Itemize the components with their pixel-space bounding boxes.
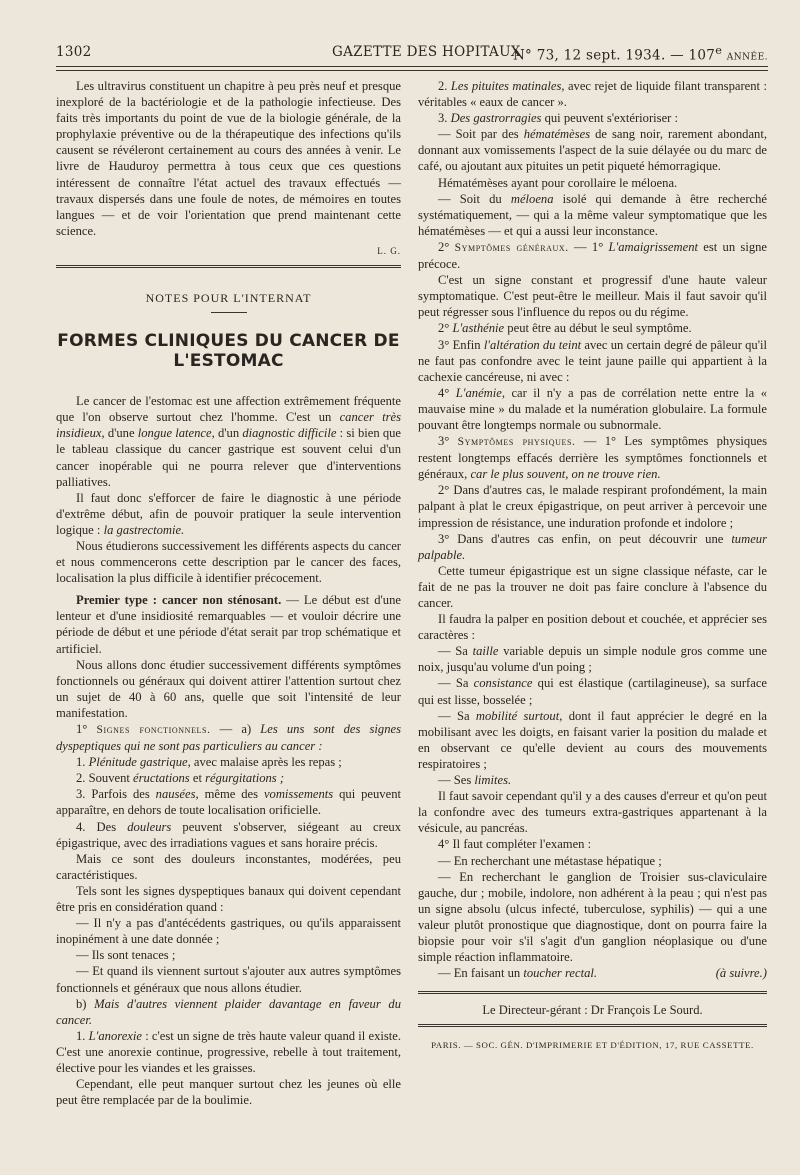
text-run: 3° Dans d'autres cas enfin, on peut découvrir une <box>438 531 732 546</box>
italic-run: Les pituites matinales <box>450 79 562 93</box>
paragraph <box>56 721 401 754</box>
paragraph: — Ils sont tenaces ; <box>76 948 176 963</box>
italic-run: tumeur palpable. <box>418 531 767 562</box>
paragraph: 2° Dans d'autres cas, le malade respirant profondément, la main palpant à plat le creux épigastrique, on peut arriver à percevoir une impression de résistance, une induration profonde et indolore ; <box>418 483 767 530</box>
paragraph <box>418 772 767 788</box>
text-run: — En faisant un <box>438 966 524 981</box>
italic-run: régurgitations ; <box>205 771 285 786</box>
italic-run: L'anorexie <box>88 1028 142 1043</box>
paragraph <box>418 708 767 772</box>
paragraph <box>418 675 767 707</box>
text-run: peut être au début le seul symptôme. <box>504 321 692 336</box>
italic-run: Les uns sont des signes dyspeptiques qui ne sont pas particuliers au cancer : <box>56 722 401 754</box>
smallcaps-run: Signes fonctionnels. <box>96 724 211 736</box>
paragraph: Cette tumeur épigastrique est un signe classique néfaste, car le fait de ne pas la trouver ne doit pas faire conclure à l'absence du cancer. <box>418 563 767 610</box>
text-run: : c'est un signe de très haute valeur quand il existe. C'est une anorexie continue, progressive, rebelle à tout traitement, élective pour les viandes et les graisses. <box>56 1028 402 1075</box>
italic-run: L'anémie <box>455 385 502 400</box>
italic-run: mobilité surtout <box>475 708 560 723</box>
italic-run: douleurs <box>127 819 172 834</box>
italic-run: cancer très insidieux <box>56 410 401 441</box>
paragraph <box>56 490 401 538</box>
text-run: 4° <box>438 385 456 400</box>
paragraph <box>418 126 767 174</box>
paragraph <box>418 78 767 110</box>
text-run: 2. <box>438 79 451 93</box>
text-run: — Sa <box>438 708 476 723</box>
running-header <box>56 44 768 66</box>
header-rule-bottom <box>56 70 768 71</box>
paragraph <box>56 1028 401 1076</box>
right-column <box>418 78 767 1053</box>
smallcaps-run: Symptômes physiques. <box>457 436 576 449</box>
paragraph <box>418 965 767 981</box>
text-run: : si bien que le tableau classique du cancer gastrique est souvent celui d'un cancer inopérable qui ne pourra relever que d'interventions palliatives. <box>56 426 401 489</box>
text-run: variable depuis un simple nodule gros comme une noix, jusqu'au volume d'un poing ; <box>418 644 768 675</box>
review-paragraph: Les ultravirus constituent un chapitre à peu près neuf et presque inexploré de la bactériologie et de la pathologie infectieuse. Des faits très importants du point de vue de la biologie générale, de la prophylaxie préventive ou de la thérapeutique des infections qu'ils causent se révéleront certainement au cours des années à venir. Le livre de Hauduroy permettra à tous ceux que ces questions intéressent de connaître l'état actuel des travaux effectués — travaux dispersés dans une foule de notes, de mémoires en toutes langues — et de voir l'orientation que prend maintenant cette science. <box>56 79 401 238</box>
paragraph: Il faut savoir cependant qu'il y a des causes d'erreur et qu'on peut la confondre avec des tumeurs extra-gastriques appartenant à la vésicule, au pancréas. <box>418 789 767 836</box>
text-run: qui peuvent apparaître, en dehors de toute localisation orificielle. <box>56 787 401 818</box>
text-run: b) <box>76 996 95 1011</box>
italic-run: consistance <box>473 676 533 691</box>
italic-run: vomissements <box>263 787 334 802</box>
list-item: 1. Plénitude gastrique, avec malaise après les repas ; <box>76 755 342 770</box>
italic-run: car le plus souvent, on ne trouve rien. <box>470 467 661 482</box>
paragraph: Mais ce sont des douleurs inconstantes, modérées, peu caractéristiques. <box>56 851 401 882</box>
italic-run: taille <box>472 644 499 659</box>
italic-run: diagnostic difficile <box>242 426 337 441</box>
text-run: , d'un <box>211 426 243 441</box>
issue-year-word: ANNÉE. <box>726 52 768 63</box>
italic-run: longue latence <box>137 426 212 441</box>
journal-title: GAZETTE DES HOPITAUX <box>332 44 521 60</box>
paragraph <box>56 996 401 1028</box>
text-run: , avec malaise après les repas ; <box>187 755 342 770</box>
printer-rule <box>418 1024 767 1027</box>
left-column <box>56 78 401 1108</box>
issue-text: N° 73, 12 sept. 1934. — 107 <box>512 47 716 64</box>
text-run: peuvent s'observer, siégeant au creux épigastrique, avec des irradiations vagues et sans horaire précis. <box>56 819 402 850</box>
footer-rule <box>418 991 767 994</box>
review-signature: L. G. <box>377 245 401 256</box>
paragraph: Cependant, elle peut manquer surtout chez les jeunes où elle peut être remplacée par de la boulimie. <box>56 1077 401 1108</box>
printer-line: PARIS. — SOC. GÉN. D'IMPRIMERIE ET D'ÉDITION, 17, RUE CASSETTE. <box>431 1040 754 1051</box>
paragraph <box>418 531 767 563</box>
smallcaps-run: Symptômes généraux. <box>454 241 569 254</box>
text-run: 3. Parfois des <box>76 787 156 802</box>
text-run: , avec rejet de liquide filant transparent : véritables « eaux de cancer ». <box>418 79 767 110</box>
bold-run: Premier type : cancer non sténosant. <box>76 593 282 608</box>
paragraph <box>56 393 401 490</box>
paragraph <box>418 191 767 239</box>
paragraph <box>418 110 767 126</box>
article-title: FORMES CLINIQUES DU CANCER DE L'ESTOMAC <box>57 331 400 372</box>
italic-run: Plénitude gastrique <box>88 755 188 770</box>
italic-run: L'amaigrissement <box>608 239 698 254</box>
text-run: et <box>189 771 206 786</box>
text-run: — 1° Les symptômes physiques restent longtemps effacés derrière les symptômes fonctionnels et généraux, <box>418 434 767 482</box>
text-run: — Sa <box>438 676 474 691</box>
text-run: 1. <box>76 1028 89 1043</box>
page-number: 1302 <box>56 44 92 60</box>
paragraph <box>418 239 767 272</box>
paragraph: Tels sont les signes dyspeptiques banaux qui doivent cependant être pris en considération quand : <box>56 883 401 915</box>
paragraph: 4° Il faut compléter l'examen : <box>438 837 592 852</box>
section-divider <box>56 265 401 268</box>
text-run: avec un certain degré de pâleur qu'il ne faut pas confondre avec le teint jaune paille qui appartient à la cachexie cancéreuse, ni avec : <box>418 337 767 384</box>
paragraph: C'est un signe constant et progressif d'une haute valeur symptomatique. C'est peut-être le meilleur. Mais il faut savoir qu'il peut régresser sous l'influence du repos ou du régime. <box>418 273 767 320</box>
to-be-continued: (à suivre.) <box>715 966 767 981</box>
italic-run: L'asthénie <box>452 321 505 336</box>
text-run: de sang noir, rarement abondant, donnant aux vomissements l'aspect de la suie délayée ou du marc de café, ou ajoutant aux pituites un petit piqueté hémorragique. <box>418 127 767 174</box>
paragraph <box>56 592 401 656</box>
italic-run: limites. <box>474 773 512 788</box>
paragraph <box>418 385 767 433</box>
italic-run: toucher rectal. <box>523 966 598 981</box>
paragraph: — En recherchant une métastase hépatique ; <box>438 853 662 868</box>
italic-run: l'altération du teint <box>483 337 582 352</box>
paragraph: — Et quand ils viennent surtout s'ajouter aux autres symptômes fonctionnels et généraux que nous allons étudier. <box>56 964 401 995</box>
text-run: — Soit du <box>438 191 511 206</box>
italic-run: Mais d'autres viennent plaider davantage en faveur du cancer. <box>56 996 401 1027</box>
text-run: Il faut donc s'efforcer de faire le diagnostic à une période d'extrême début, afin de pouvoir pratiquer la seule intervention logique : <box>56 490 401 537</box>
text-run: 2° <box>438 321 453 336</box>
list-item <box>56 786 401 818</box>
section-label: NOTES POUR L'INTERNAT <box>145 291 312 306</box>
italic-run: nausées <box>155 787 196 802</box>
italic-run: Des gastrorragies <box>450 111 542 126</box>
text-run: — a) <box>210 722 261 736</box>
text-run: qui peuvent s'extérioriser : <box>541 111 679 126</box>
paragraph: — Il n'y a pas d'antécédents gastriques, ou qu'ils apparaissent inopinément à une date donnée ; <box>56 916 401 947</box>
text-run: est un signe précoce. <box>418 239 768 272</box>
section-label-rule <box>211 312 247 313</box>
paragraph <box>418 337 767 385</box>
list-item <box>56 819 401 851</box>
paragraph: Nous étudierons successivement les différents aspects du cancer et nous commencerons cette description par le cancer des faces, localisation la plus difficile à identifier précocement. <box>56 538 401 586</box>
text-run: 3° <box>438 434 458 449</box>
text-run: — Ses <box>438 773 475 788</box>
paragraph <box>418 643 767 675</box>
issue-sup: e <box>715 44 723 57</box>
text-run: 3° Enfin <box>438 337 484 352</box>
paragraph <box>418 320 767 336</box>
paragraph <box>418 433 767 482</box>
paragraph: Nous allons donc étudier successivement différents symptômes fonctionnels ou généraux qui doivent attirer l'attention surtout chez un sujet de 40 à 60 ans, quelle que soit l'intensité de leur manifestation. <box>56 657 401 720</box>
text-run: — Sa <box>438 644 473 659</box>
text-run: 3. <box>438 111 451 126</box>
text-run: , dont il faut apprécier le degré en la mobilisant avec les doigts, en faisant varier la position du malade et en observant ce qu'elle devient au cours des mouvements respiratoires ; <box>418 708 767 771</box>
italic-run: méloena <box>510 191 554 206</box>
text-run: — Le début est d'une lenteur et d'une insidiosité remarquables — et vouloir décrire une période de début et une période d'état serait par trop schématique et artificiel. <box>56 593 401 656</box>
italic-run: éructations <box>133 771 190 786</box>
text-run: — Soit par des <box>438 127 524 142</box>
paragraph: — En recherchant le ganglion de Troisier sus-claviculaire gauche, dur ; mobile, indolore, non adhérent à la peau ; qui n'est pas un signe absolu (ulcus infecté, tuberculose, syphilis) — qui a une valeur plutôt pronostique que diagnostique, dont on pourra faire la biopsie pour voir s'il s'agit d'un ganglion néoplasique ou d'une simple réaction inflammatoire. <box>418 869 767 965</box>
text-run: 4. Des <box>76 819 128 834</box>
text-run: , car il n'y a pas de corrélation nette entre la « mauvaise mine » du malade et la numération globulaire. La formule pouvant être longtemps normale ou subnormale. <box>418 385 767 432</box>
text-run: 2° <box>438 239 455 254</box>
issue-info <box>513 44 768 64</box>
paragraph: Il faudra la palper en position debout et couchée, et apprécier ses caractères : <box>418 612 767 643</box>
paragraph: Hématémèses ayant pour corollaire le méloena. <box>438 175 678 190</box>
text-run: 2. Souvent <box>76 771 134 786</box>
text-run: — 1° <box>568 239 609 254</box>
italic-run: hématémèses <box>523 127 591 142</box>
text-run: qui est élastique (cartilagineuse), sa surface qui est lisse, bosselée ; <box>418 676 768 707</box>
text-run: , d'une <box>101 426 138 441</box>
text-run: 1° <box>76 722 97 736</box>
list-item <box>56 770 401 786</box>
header-rule-top <box>56 66 768 67</box>
text-run: , même des <box>195 787 264 802</box>
italic-run: la gastrectomie. <box>103 522 185 537</box>
director-line: Le Directeur-gérant : Dr François Le Sourd. <box>482 1003 703 1018</box>
text-run: Le cancer de l'estomac est une affection extrêmement fréquente que l'on observe surtout chez l'homme. C'est un <box>56 394 401 425</box>
text-run: isolé qui demande à être recherché systématiquement, — qui a la même valeur symptomatique que les hématémèses — et qui a aussi leur inconstance. <box>418 191 767 238</box>
